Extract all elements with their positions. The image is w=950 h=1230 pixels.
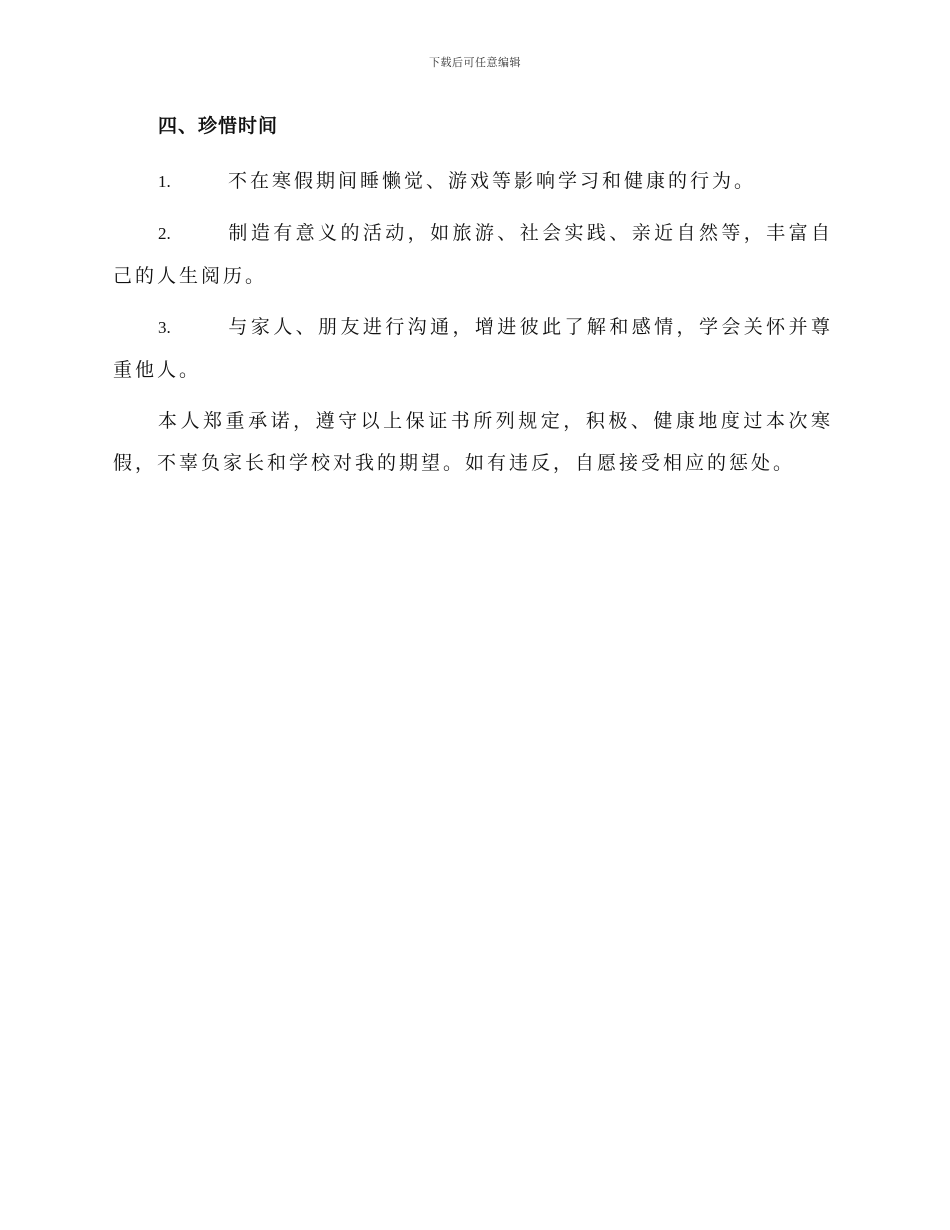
list-item-text: 制造有意义的活动，如旅游、社会实践、亲近自然等，丰富自己的人生阅历。 [113, 222, 833, 287]
list-item-2 [113, 212, 833, 297]
list-item-text: 不在寒假期间睡懒觉、游戏等影响学习和健康的行为。 [228, 170, 757, 192]
list-item-1 [113, 160, 833, 203]
list-item-number: 2. [158, 224, 171, 243]
closing-paragraph: 本人郑重承诺，遵守以上保证书所列规定，积极、健康地度过本次寒假，不辜负家长和学校对我的期望。如有违反，自愿接受相应的惩处。 [113, 410, 833, 474]
list-item-number: 3. [158, 318, 171, 337]
document-body [113, 110, 833, 484]
list-item-text: 与家人、朋友进行沟通，增进彼此了解和感情，学会关怀并尊重他人。 [113, 316, 833, 381]
section-heading: 四、珍惜时间 [158, 115, 279, 137]
list-item-3 [113, 306, 833, 391]
list-item-number: 1. [158, 172, 171, 191]
page-header: 下载后可任意编辑 [429, 56, 521, 69]
